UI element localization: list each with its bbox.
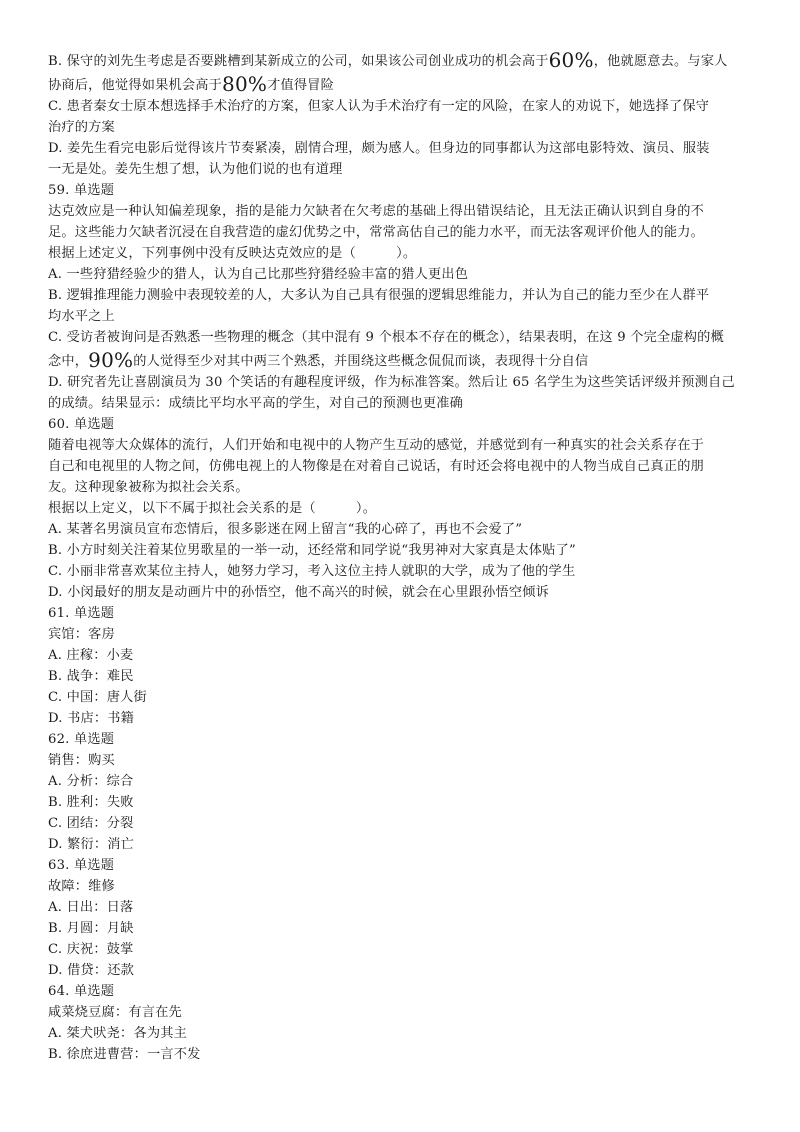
question-59-option-d-2: 的成绩。结果显示：成绩比平均水平高的学生，对自己的预测也更准确 — [48, 396, 464, 411]
question-60-header: 60. 单选题 — [48, 417, 115, 432]
question-62-option-d: D. 繁衍：消亡 — [48, 837, 135, 852]
option-b-q58-line-2 — [48, 72, 760, 96]
option-text: B. 保守的刘先生考虑是否要跳槽到某新成立的公司，如果该公司创业成功的机会高于 — [48, 54, 549, 69]
question-63-option-c: C. 庆祝：鼓掌 — [48, 942, 134, 957]
question-60-prompt: 根据以上定义，以下不属于拟社会关系的是（ ）。 — [48, 501, 377, 516]
question-59-option-d-1: D. 研究者先让喜剧演员为 30 个笑话的有趣程度评级，作为标准答案。然后让 65 名学生为这些笑话评级并预测自己 — [48, 375, 735, 390]
question-64-stem: 咸菜烧豆腐：有言在先 — [48, 1005, 182, 1020]
question-62-option-c: C. 团结：分裂 — [48, 816, 134, 831]
question-60-option-d: D. 小闵最好的朋友是动画片中的孙悟空，他不高兴的时候，就会在心里跟孙悟空倾诉 — [48, 585, 550, 600]
option-b-q58-line-1 — [48, 48, 760, 72]
option-d-q58-line-2: 一无是处。姜先生想了想，认为他们说的也有道理 — [48, 162, 343, 177]
question-62-header: 62. 单选题 — [48, 732, 115, 747]
question-59-option-c-2 — [48, 348, 760, 372]
question-60-option-c: C. 小丽非常喜欢某位主持人，她努力学习，考入这位主持人就职的大学，成为了他的学生 — [48, 564, 576, 579]
percent-value: 90% — [88, 348, 134, 372]
question-63-option-d: D. 借贷：还款 — [48, 963, 135, 978]
option-text-cont: 才值得冒险 — [267, 78, 335, 93]
question-60-option-a: A. 某著名男演员宣布恋情后，很多影迷在网上留言“我的心碎了，再也不会爱了” — [48, 522, 523, 537]
question-63-stem: 故障：维修 — [48, 879, 115, 894]
option-c-q58-line-1: C. 患者秦女士原本想选择手术治疗的方案，但家人认为手术治疗有一定的风险，在家人的劝说下，她选择了保守 — [48, 99, 710, 114]
question-59-header: 59. 单选题 — [48, 183, 115, 198]
option-text-cont: 的人觉得至少对其中两三个熟悉，并围绕这些概念侃侃而谈，表现得十分自信 — [133, 354, 589, 369]
question-59-option-b-1: B. 逻辑推理能力测验中表现较差的人，大多认为自己具有很强的逻辑思维能力，并认为自己的能力至少在人群平 — [48, 288, 710, 303]
question-59-stem-1: 达克效应是一种认知偏差现象，指的是能力欠缺者在欠考虑的基础上得出错误结论，且无法正确认识到自身的不 — [48, 204, 704, 219]
question-61-option-b: B. 战争：难民 — [48, 669, 134, 684]
question-61-header: 61. 单选题 — [48, 606, 115, 621]
question-61-stem: 宾馆：客房 — [48, 627, 115, 642]
option-text-cont: ，他就愿意去。与家人 — [593, 54, 728, 69]
question-63-header: 63. 单选题 — [48, 858, 115, 873]
option-c-q58-line-2: 治疗的方案 — [48, 120, 115, 135]
question-62-option-a: A. 分析：综合 — [48, 774, 134, 789]
question-62-option-b: B. 胜利：失败 — [48, 795, 134, 810]
question-60-stem-2: 自己和电视里的人物之间，仿佛电视上的人物像是在对着自己说话，有时还会将电视中的人物当成自己真正的朋 — [48, 459, 704, 474]
percent-value: 80% — [222, 72, 268, 96]
question-63-option-b: B. 月圆：月缺 — [48, 921, 134, 936]
question-64-option-a: A. 桀犬吠尧：各为其主 — [48, 1026, 187, 1041]
question-59-option-b-2: 均水平之上 — [48, 309, 115, 324]
question-60-stem-3: 友。这种现象被称为拟社会关系。 — [48, 480, 249, 495]
question-59-stem-2: 足。这些能力欠缺者沉浸在自我营造的虚幻优势之中，常常高估自己的能力水平，而无法客观评价他人的能力。 — [48, 225, 704, 240]
question-59-prompt: 根据上述定义，下列事例中没有反映达克效应的是（ ）。 — [48, 246, 417, 261]
question-59-option-a: A. 一些狩猎经验少的猎人，认为自己比那些狩猎经验丰富的猎人更出色 — [48, 267, 469, 282]
question-61-option-d: D. 书店：书籍 — [48, 711, 135, 726]
question-62-stem: 销售：购买 — [48, 753, 115, 768]
question-64-option-b: B. 徐庶进曹营：一言不发 — [48, 1047, 201, 1062]
question-61-option-c: C. 中国：唐人街 — [48, 690, 147, 705]
option-text: 念中， — [48, 354, 89, 369]
question-60-option-b: B. 小方时刻关注着某位男歌星的一举一动，还经常和同学说“我男神对大家真是太体贴了” — [48, 543, 576, 558]
option-d-q58-line-1: D. 姜先生看完电影后觉得该片节奏紧凑，剧情合理，颇为感人。但身边的同事都认为这部电影特效、演员、服装 — [48, 141, 710, 156]
question-63-option-a: A. 日出：日落 — [48, 900, 134, 915]
question-60-stem-1: 随着电视等大众媒体的流行，人们开始和电视中的人物产生互动的感觉，并感觉到有一种真实的社会关系存在于 — [48, 438, 704, 453]
question-59-option-c-1: C. 受访者被询问是否熟悉一些物理的概念（其中混有 9 个根本不存在的概念），结果表明，在这 9 个完全虚构的概 — [48, 330, 724, 345]
question-64-header: 64. 单选题 — [48, 984, 115, 999]
question-61-option-a: A. 庄稼：小麦 — [48, 648, 134, 663]
percent-value: 60% — [548, 48, 594, 72]
option-text: 协商后，他觉得如果机会高于 — [48, 78, 223, 93]
